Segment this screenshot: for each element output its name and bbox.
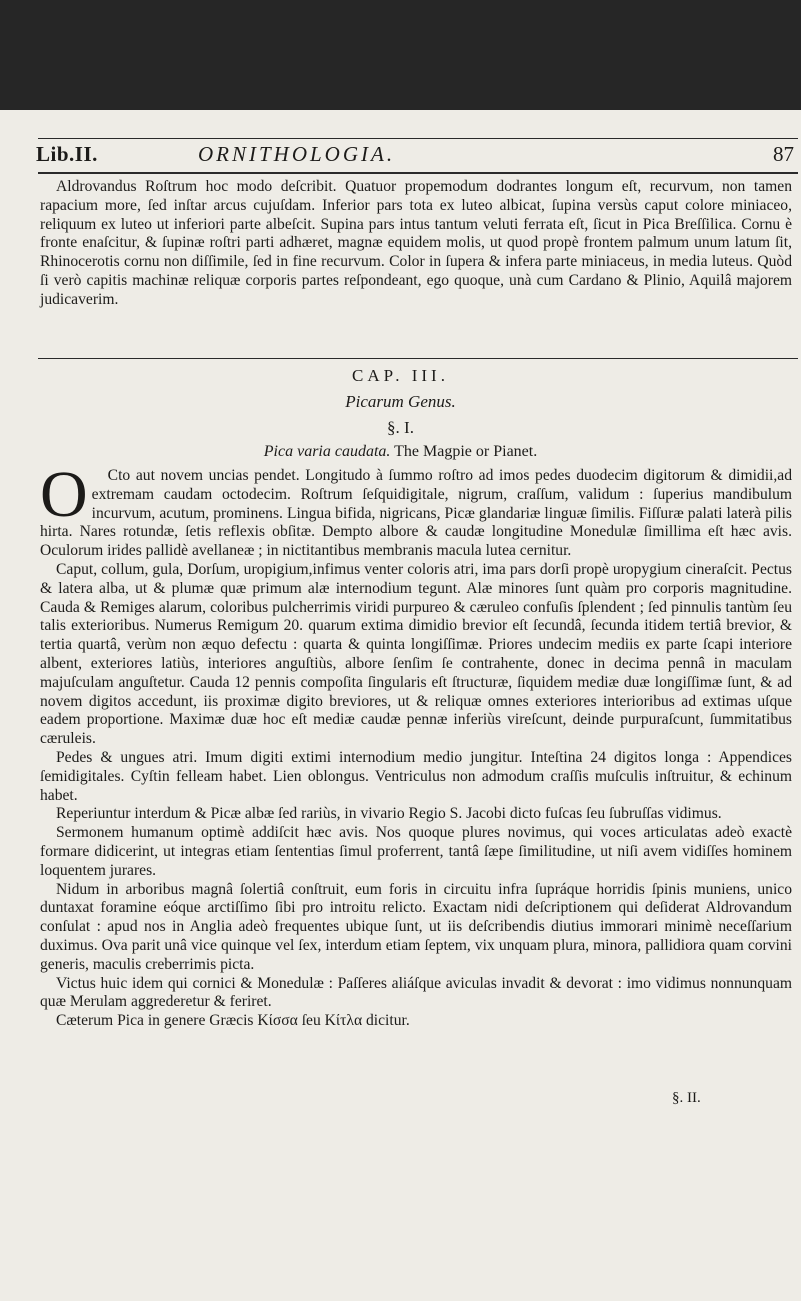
paragraph: Victus huic idem qui cornici & Monedulæ : Paſſeres aliáſque aviculas invadit & devorat : imo vidimus nonnunquam quæ Merulam aggrederetur & feriret. (40, 974, 792, 1011)
paragraph (40, 458, 792, 561)
main-text (40, 458, 792, 1031)
paragraph: Sermonem humanum optimè addiſcit hæc avis. Nos quoque plures novimus, qui voces articulatas adeò exactè formare didicerint, ut integras etiam ſententias ſimul proferrent, tantâ ſæpe ſimilitudine, ut niſi avem vidiſſes hominem loquentem jurares. (40, 824, 792, 879)
paragraph: Pedes & ungues atri. Imum digiti extimi internodium medio jungitur. Inteſtina 24 digitos longa : Appendices ſemidigitales. Cyſtin felleam habet. Lien oblongus. Ventriculus non admodum craſſis muſculis inſtruitur, & echinum habet. (40, 748, 792, 804)
genus-heading: Picarum Genus. (345, 392, 456, 411)
species-title (0, 443, 801, 461)
top-rule (38, 138, 798, 139)
species-latin-name: Pica varia caudata. (263, 443, 391, 460)
opening-paragraph: Aldrovandus Roſtrum hoc modo deſcribit. Quatuor propemodum dodrantes longum eſt, recurvum, non tamen rapacium more, ſed inſtar arcus cujuſdam. Inferior pars tota ex luteo albicat, ſupina versùs caput colore miniaceo, reliquum ex luteo ut inferiori parte albeſcit. Supina pars intus tantum veluti ferrata eſt, ſicut in Pica Breſſilica. Cornu è fronte enaſcitur, & ſupinæ roſtri parti adhæret, magnæ equidem molis, ut quod propè frontem palmum unum latum ſit, Rhinocerotis cornu non diſſimile, ſed in fine recurvum. Color in ſupera & infera parte miniaceus, in media luteus. Quòd ſi verò capitis machinæ reliquæ corporis partes reſpondeant, ego quoque, unà cum Cardano & Plinio, Aquilâ majorem judicaverim. (40, 178, 792, 308)
paragraph: Reperiuntur interdum & Picæ albæ ſed rariùs, in vivario Regio S. Jacobi dicto fuſcas ſeu ſubruſſas vidimus. (56, 805, 722, 823)
running-title: ORNITHOLOGIA. (198, 142, 396, 166)
header-rule (38, 172, 798, 174)
page-number: 87 (773, 142, 794, 166)
book-page (0, 110, 801, 1301)
paragraph-text: Cto aut novem uncias pendet. Longitudo à ſummo roſtro ad imos pedes duodecim digitorum & dimidii,ad extremam caudam octodecim. Roſtrum ſeſquidigitale, nigrum, craſſum, validum : ſuperius mandibulum incurvum, acutum, prominens. Lingua bifida, nigricans, Picæ glandariæ linguæ ſimilis. Fiſſuræ palati laterà pilis hirta. Nares rotundæ, ſetis reflexis obſitæ. Dempto albore & caudæ longitudine Monedulæ ſimillima eſt hæc avis. Oculorum irides pallidè avellaneæ ; in nictitantibus membranis macula lutea cernitur. (40, 467, 792, 560)
species-english-name: The Magpie or Pianet. (394, 443, 538, 460)
drop-capital: O (40, 458, 88, 531)
section-rule (38, 358, 798, 359)
paragraph: Nidum in arboribus magnâ ſolertiâ conſtruit, eum foris in circuitu infra ſupráque horridis ſpinis muniens, unico duntaxat foramine eóque arctiſſimo ſibi pro introitu relicto. Exactam nidi deſcriptionem qui deſiderat Aldrovandum conſulat : apud nos in Anglia adeò frequentes ubique ſunt, ut iis deſcribendis diutius immorari minimè neceſſarium duximus. Ova parit unâ vice quinque vel ſex, interdum etiam ſeptem, vix unquam plura, minora, pallidiora quam corvini generis, maculis creberrimis picta. (40, 880, 792, 973)
paragraph: Cæterum Pica in genere Græcis Κίσσα ſeu Κίτλα dicitur. (56, 1012, 410, 1030)
book-number: Lib.II. (36, 142, 98, 166)
section-heading: §. I. (387, 418, 414, 437)
running-header (36, 142, 794, 172)
chapter-heading: CAP. III. (352, 366, 449, 385)
paragraph: Caput, collum, gula, Dorſum, uropigium,infimus venter coloris atri, ima pars dorſi propè uropygium cineraſcit. Pectus & latera alba, ut & plumæ quæ primum alæ internodium tegunt. Alæ minores ſunt quàm pro corporis magnitudine. Cauda & Remiges alarum, coloribus pulcherrimis viridi purpureo & cæruleo confuſis ſplendent ; ſed pinnulis tantùm ſeu talis exterioribus. Numerus Remigum 20. quarum extima dimidio brevior eſt ſecundâ, ſecunda itidem tertiâ brevior, & tertia quartâ, verùm non æquo defectu : quarta & quinta longiſſimæ. Priores undecim mediis ex parte ſcapi interiore albent, exteriores latiùs, interiores anguſtiùs, albore ſenſim ſe contrahente, donec in decima pennâ in maculam majuſculam anguſtetur. Cauda 12 pennis compoſita ſingularis eſt ſtructuræ, ſiquidem mediæ duæ longiſſimæ ſunt, & ad novem digitos accedunt, iis proximæ digito breviores, ut & reliquæ omnes exteriores interioribus ad extimas uſque eadem proportione. Maximæ duæ hoc eſt mediæ caudæ pennæ inferiùs vireſcunt, deinde purpuraſcunt, ſummitatibus cæruleis. (40, 560, 792, 748)
catchword: §. II. (672, 1090, 701, 1106)
